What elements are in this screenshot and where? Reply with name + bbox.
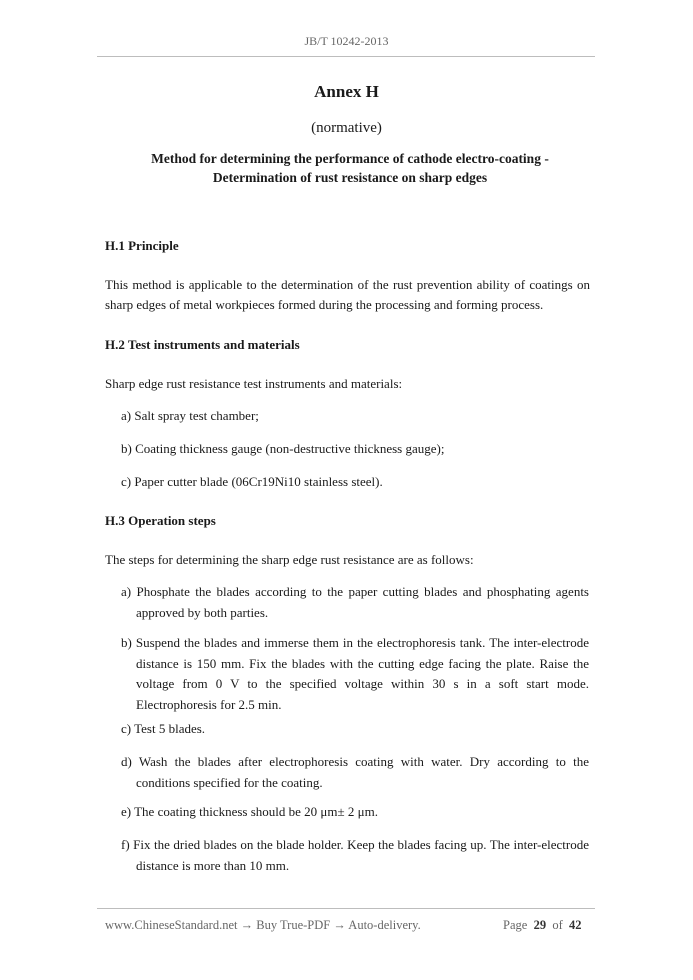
footer-source-link[interactable]: www.ChineseStandard.net → Buy True-PDF → Auto-delivery. [105, 918, 421, 932]
footer-divider [97, 908, 595, 909]
annex-title: Annex H [314, 82, 379, 101]
section-heading-h2: H.2 Test instruments and materials [105, 337, 300, 352]
section-heading-h3: H.3 Operation steps [105, 513, 216, 528]
section-h3-intro: The steps for determining the sharp edge rust resistance are as follows: [105, 552, 474, 567]
step-item: b) Suspend the blades and immerse them in the electrophoresis tank. The inter-electrode distance is 150 mm. Fix the blades with the cutting edge facing the plate. Raise the voltage from 0 V to the specified voltage within 30 s in a soft start mode. Electrophoresis for 2.5 min. [121, 635, 589, 712]
section-h2-intro: Sharp edge rust resistance test instruments and materials: [105, 376, 403, 391]
page-label: Page [503, 918, 528, 932]
method-title-line1: Method for determining the performance of cathode electro-coating - [151, 151, 549, 166]
page-number [503, 918, 581, 933]
list-item: b) Coating thickness gauge (non-destructive thickness gauge); [121, 441, 445, 456]
standard-code: JB/T 10242-2013 [304, 34, 389, 48]
step-item: c) Test 5 blades. [121, 721, 206, 736]
page-current: 29 [533, 918, 547, 932]
page-total: 42 [568, 918, 582, 932]
step-item: f) Fix the dried blades on the blade holder. Keep the blades facing up. The inter-electrode distance is more than 10 mm. [121, 837, 589, 873]
section-h1-text: This method is applicable to the determination of the rust prevention ability of coatings on sharp edges of metal workpieces formed during the processing and forming process. [105, 277, 590, 312]
list-item: a) Salt spray test chamber; [121, 408, 259, 423]
method-title [120, 149, 580, 187]
list-item: c) Paper cutter blade (06Cr19Ni10 stainless steel). [121, 474, 383, 489]
step-item: a) Phosphate the blades according to the paper cutting blades and phosphating agents approved by both parties. [121, 584, 589, 620]
page-of: of [552, 918, 563, 932]
method-title-line2: Determination of rust resistance on sharp edges [212, 170, 488, 185]
header-divider [97, 56, 595, 57]
step-item: e) The coating thickness should be 20 μm± 2 μm. [121, 804, 378, 819]
step-item: d) Wash the blades after electrophoresis coating with water. Dry according to the conditions specified for the coating. [121, 754, 589, 790]
annex-type: (normative) [311, 120, 382, 136]
section-heading-h1: H.1 Principle [105, 238, 179, 253]
